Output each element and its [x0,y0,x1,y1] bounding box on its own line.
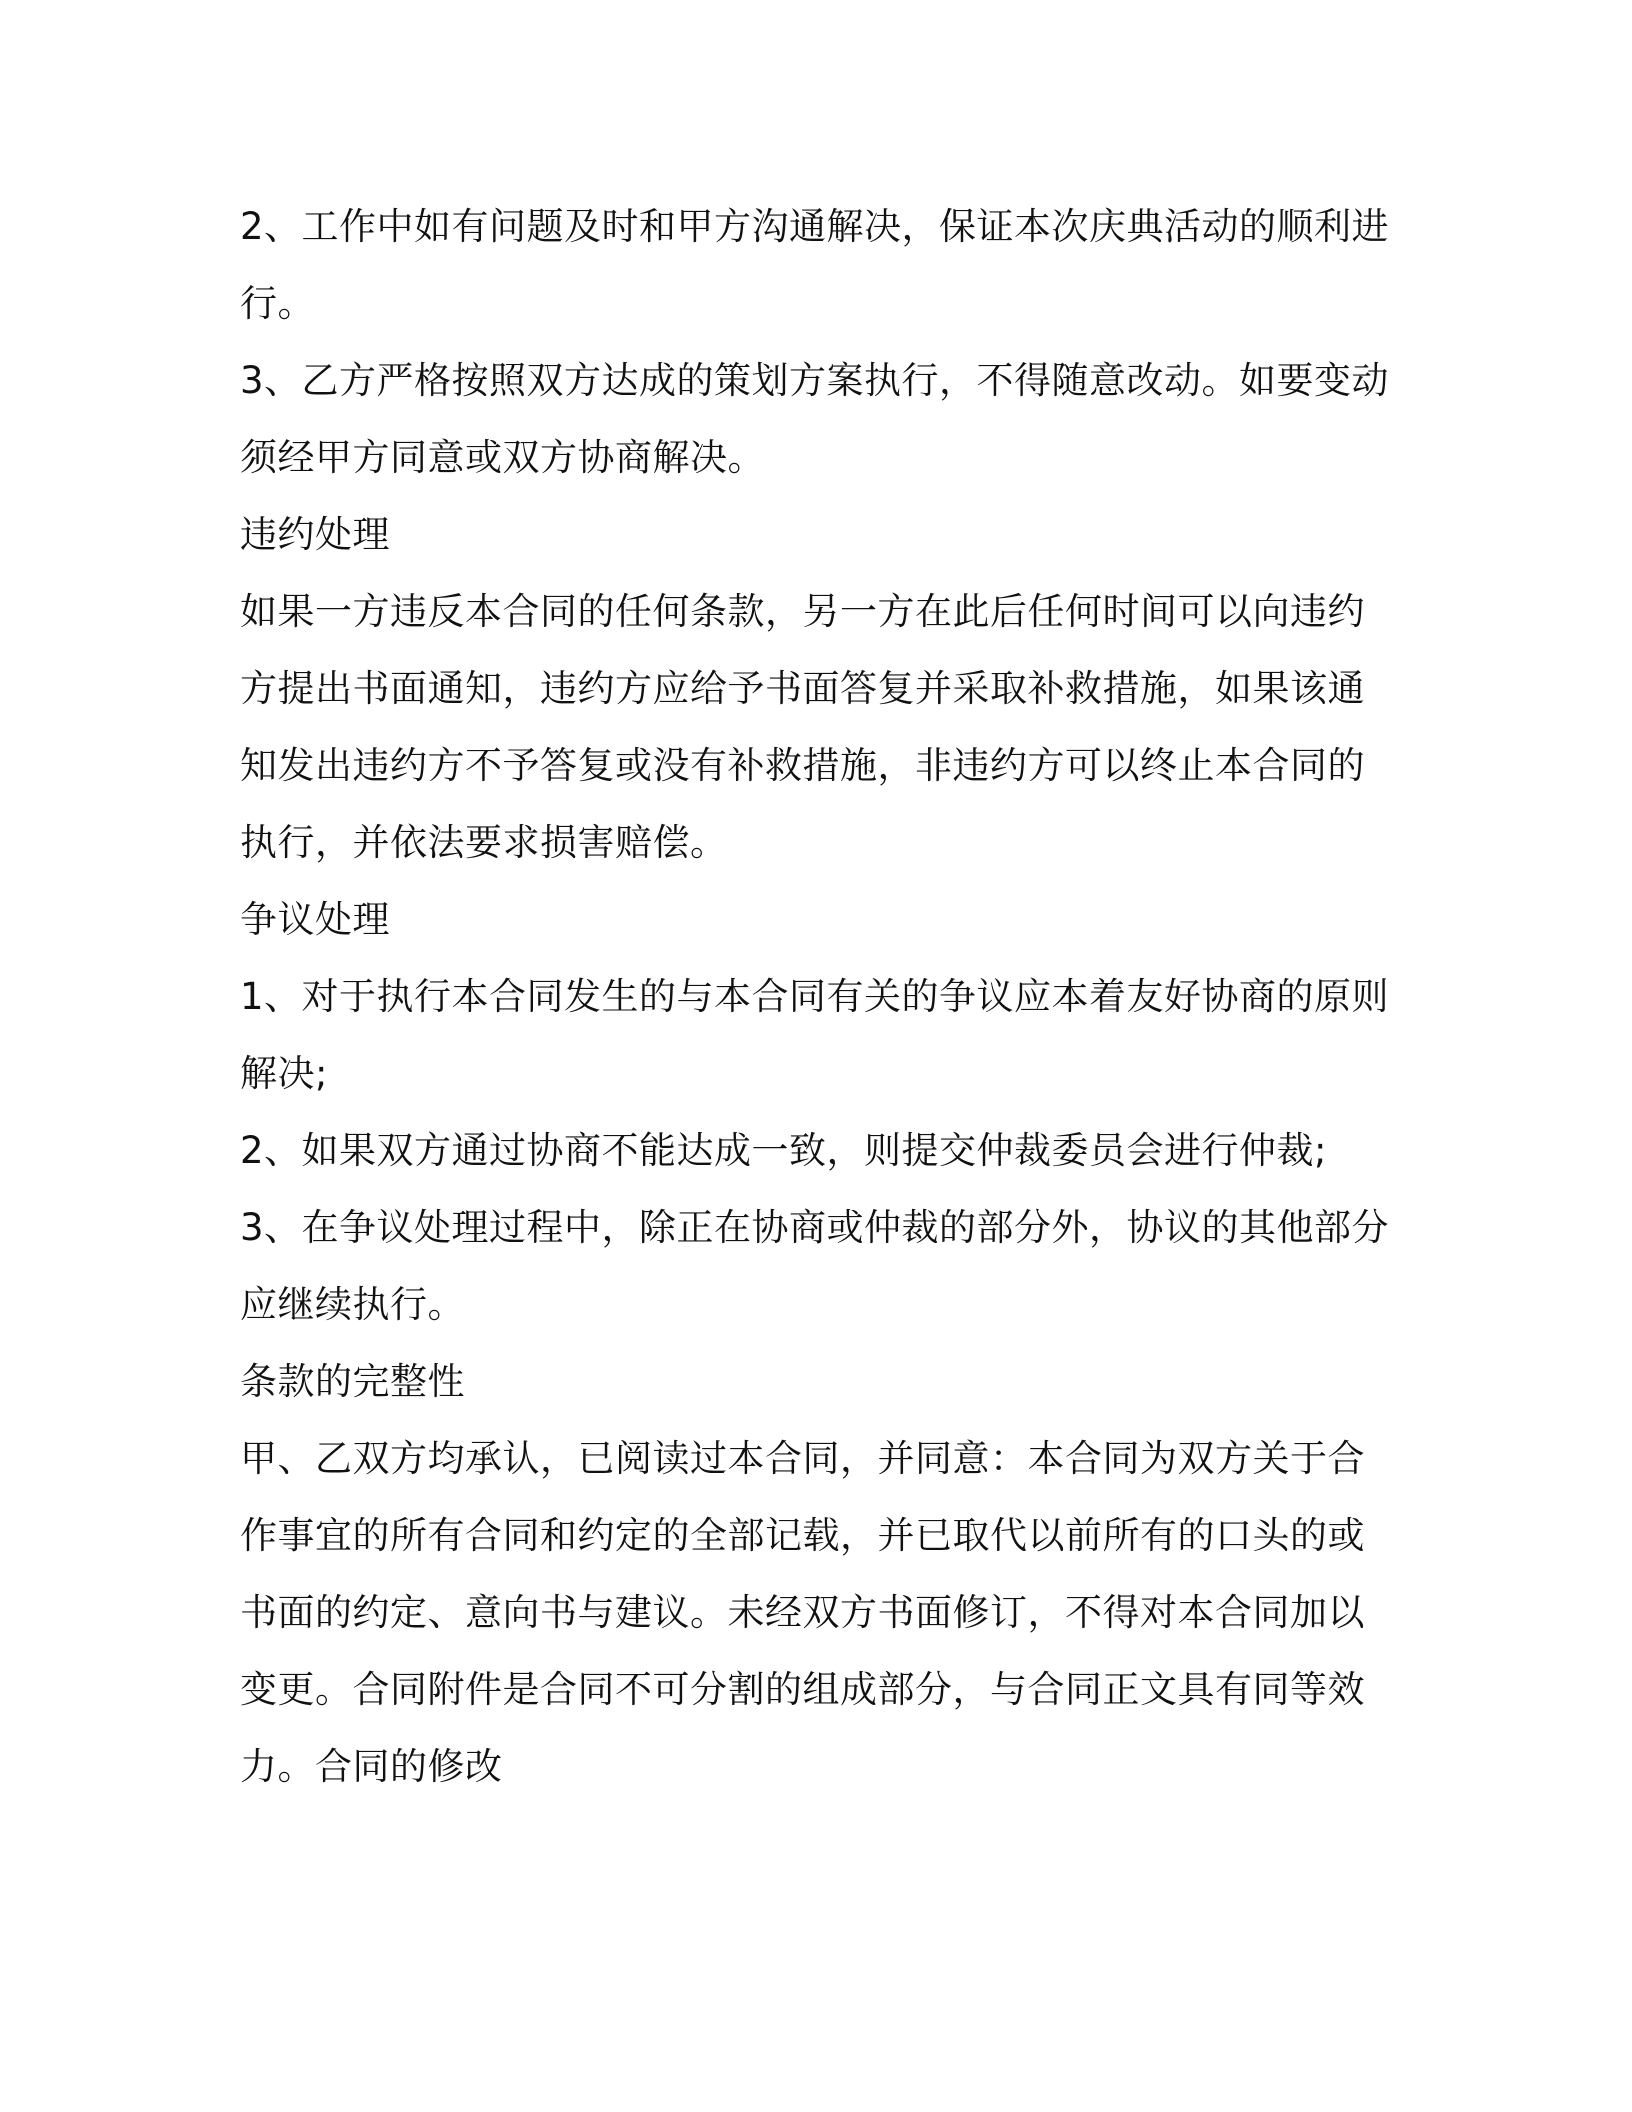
section-heading-breach: 违约处理 [240,513,390,556]
dispute-clause-3: 3、在争议处理过程中，除正在协商或仲裁的部分外，协议的其他部分应继续执行。 [240,1206,1390,1326]
clause-2-communication: 2、工作中如有问题及时和甲方沟通解决，保证本次庆典活动的顺利进行。 [240,205,1390,325]
integrity-paragraph: 甲、乙双方均承认，已阅读过本合同，并同意：本合同为双方关于合作事宜的所有合同和约定的全部记载，并已取代以前所有的口头的或书面的约定、意向书与建议。未经双方书面修订，不得对本合同加以变更。合同附件是合同不可分割的组成部分，与合同正文具有同等效力。合同的修改 [240,1437,1365,1788]
breach-paragraph: 如果一方违反本合同的任何条款，另一方在此后任何时间可以向违约方提出书面通知，违约方应给予书面答复并采取补救措施，如果该通知发出违约方不予答复或没有补救措施，非违约方可以终止本合同的执行，并依法要求损害赔偿。 [240,590,1365,864]
dispute-clause-1: 1、对于执行本合同发生的与本合同有关的争议应本着友好协商的原则解决; [240,975,1390,1095]
section-heading-integrity: 条款的完整性 [240,1360,465,1403]
clause-3-plan-execution: 3、乙方严格按照双方达成的策划方案执行，不得随意改动。如要变动须经甲方同意或双方协商解决。 [240,359,1390,479]
section-heading-dispute: 争议处理 [240,898,390,941]
document-body [240,188,1400,1805]
dispute-clause-2: 2、如果双方通过协商不能达成一致，则提交仲裁委员会进行仲裁; [240,1129,1328,1172]
